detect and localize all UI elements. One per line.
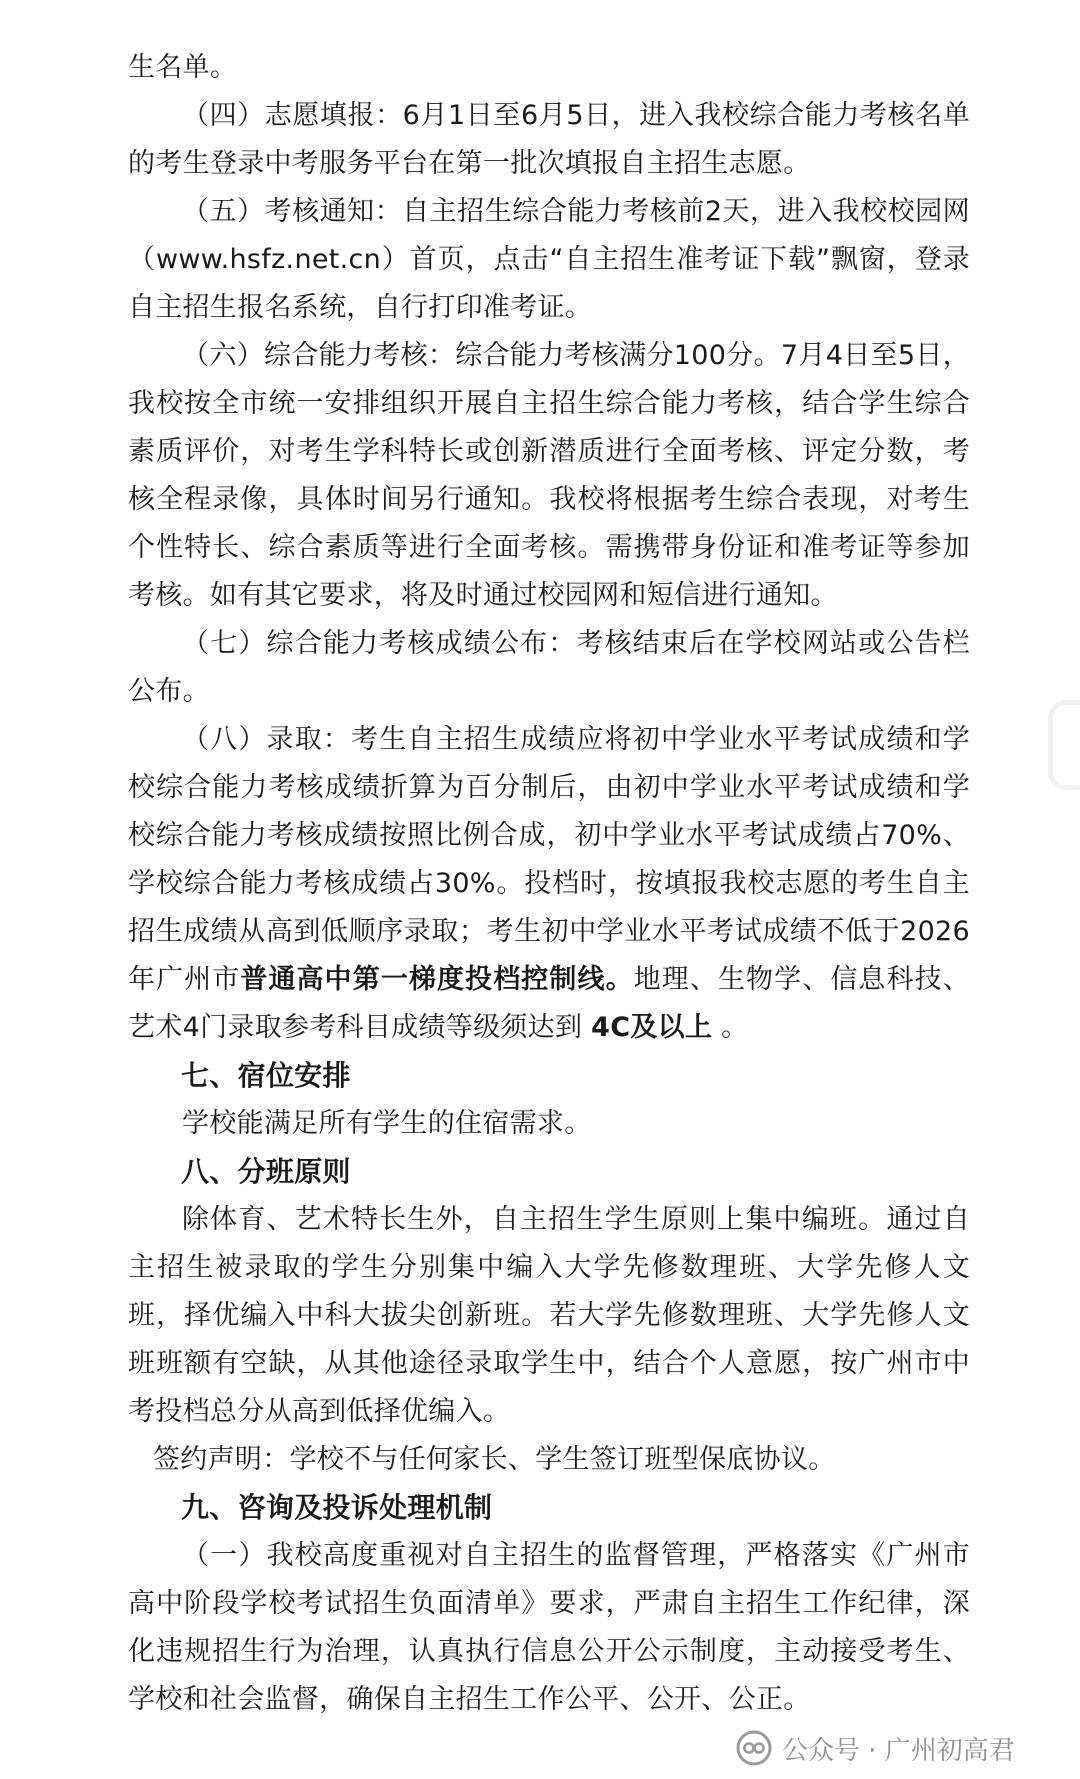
watermark bbox=[736, 1728, 1015, 1768]
admission-bold-grade: 4C及以上 bbox=[591, 1012, 713, 1043]
paragraph-accommodation: 学校能满足所有学生的住宿需求。 bbox=[182, 1108, 592, 1139]
watermark-text: 公众号 · 广州初高君 bbox=[782, 1735, 1015, 1766]
paragraph-score-publication: （七）综合能力考核成绩公布：考核结束后在学校网站或公告栏公布。 bbox=[128, 628, 970, 707]
admission-bold-control-line: 普通高中第一梯度投档控制线。 bbox=[240, 964, 634, 995]
section-heading-consultation: 九、咨询及投诉处理机制 bbox=[181, 1491, 493, 1524]
admission-text-b: 地理、生物学、信息科技、艺术4门录取参考科目成绩等级须达到 bbox=[128, 964, 970, 1043]
edge-overlay-mark bbox=[1048, 700, 1080, 790]
section-heading-class-grouping: 八、分班原则 bbox=[181, 1155, 351, 1188]
paragraph-class-grouping: 除体育、艺术特长生外，自主招生学生原则上集中编班。通过自主招生被录取的学生分别集中编入大学先修数理班、大学先修人文班，择优编入中科大拔尖创新班。若大学先修数理班、大学先修人文班班额有空缺，从其他途径录取学生中，结合个人意愿，按广州市中考投档总分从高到低择优编入。 bbox=[128, 1204, 970, 1427]
paragraph-supervision: （一）我校高度重视对自主招生的监督管理，严格落实《广州市高中阶段学校考试招生负面清单》要求，严肃自主招生工作纪律，深化违规招生行为治理，认真执行信息公开公示制度，主动接受考生、学校和社会监督，确保自主招生工作公平、公开、公正。 bbox=[128, 1540, 970, 1715]
admission-text-c: 。 bbox=[712, 1012, 749, 1043]
paragraph-volunteer-filing: （四）志愿填报：6月1日至6月5日，进入我校综合能力考核名单的考生登录中考服务平台在第一批次填报自主招生志愿。 bbox=[128, 100, 970, 179]
paragraph-exam-notice: （五）考核通知：自主招生综合能力考核前2天，进入我校校园网（www.hsfz.net.cn）首页，点击“自主招生准考证下载”飘窗，登录自主招生报名系统，自行打印准考证。 bbox=[128, 196, 970, 323]
paragraph-admission bbox=[128, 716, 970, 1052]
paragraph-continued: 生名单。 bbox=[128, 52, 238, 83]
paragraph-signing-statement: 签约声明：学校不与任何家长、学生签订班型保底协议。 bbox=[153, 1444, 836, 1475]
document-body bbox=[128, 44, 970, 1724]
section-heading-accommodation: 七、宿位安排 bbox=[181, 1059, 351, 1092]
paragraph-ability-assessment: （六）综合能力考核：综合能力考核满分100分。7月4日至5日，我校按全市统一安排组织开展自主招生综合能力考核，结合学生综合素质评价，对考生学科特长或创新潜质进行全面考核、评定分数，考核全程录像，具体时间另行通知。我校将根据考生综合表现，对考生个性特长、综合素质等进行全面考核。需携带身份证和准考证等参加考核。如有其它要求，将及时通过校园网和短信进行通知。 bbox=[128, 340, 970, 611]
admission-text-a: （八）录取：考生自主招生成绩应将初中学业水平考试成绩和学校综合能力考核成绩折算为百分制后，由初中学业水平考试成绩和学校综合能力考核成绩按照比例合成，初中学业水平考试成绩占70%、学校综合能力考核成绩占30%。投档时，按填报我校志愿的考生自主招生成绩从高到低顺序录取；考生初中学业水平考试成绩不低于2026年广州市 bbox=[128, 724, 970, 995]
wechat-official-account-icon bbox=[736, 1730, 772, 1766]
